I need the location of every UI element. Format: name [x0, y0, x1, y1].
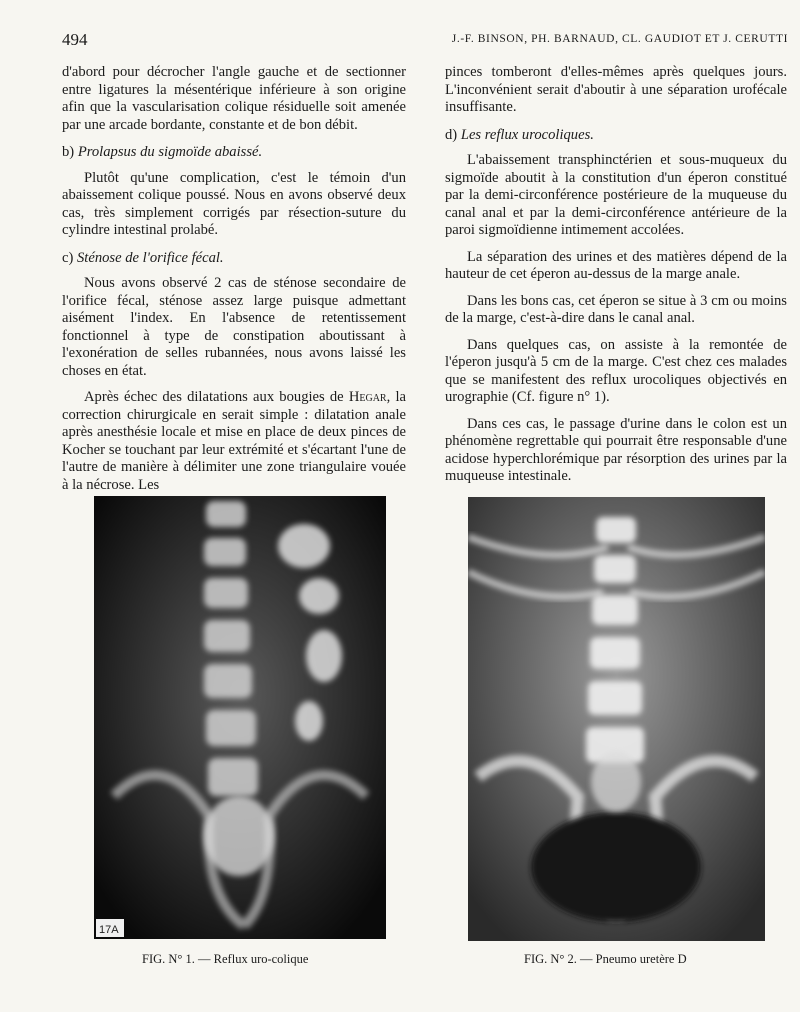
paragraph: Nous avons observé 2 cas de sténose secondaire de l'orifice fécal, sténose assez large puisque admettant aisément l'index. En l'absence de retentissement fonctionnel à type de constipation aboutissant à l'exonération de selles rubannées, nous avons laissé les choses en état. — [62, 275, 406, 379]
section-title: Prolapsus du sigmoïde abaissé. — [77, 144, 263, 160]
section-label: d) — [445, 126, 458, 143]
paragraph: La séparation des urines et des matières dépend de la hauteur de cet éperon au-dessus de la marge anale. — [445, 248, 787, 282]
paragraph: Dans ces cas, le passage d'urine dans le colon est un phénomène regrettable qui pourrait être responsable d'une acidose hyperchlorémique par résorption des urines par la muqueuse intestinale. — [445, 415, 787, 484]
figure-1-caption: FIG. N° 1. — Reflux uro-colique — [142, 952, 309, 966]
author-name: Hegar — [348, 389, 387, 405]
figure-corner-mark: 17A — [99, 924, 119, 936]
section-title: Les reflux urocoliques. — [460, 126, 594, 143]
section-title: Sténose de l'orifice fécal. — [77, 249, 224, 266]
right-column — [445, 64, 787, 495]
xray-image — [94, 496, 386, 939]
paragraph: Plutôt qu'une complication, c'est le témoin d'un abaissement colique poussé. Nous en avons observé deux cas, très simplement corrigés par résection-suture du cylindre intestinal prolabé. — [62, 169, 406, 238]
paragraph: L'abaissement transphinctérien et sous-muqueux du sigmoïde aboutit à la constitution d'un éperon constitué par la demi-circonférence postérieure de la muqueuse du canal anal et par la demi-circonférence antérieure de la paroi sigmoïdienne intimement accolées. — [445, 152, 787, 238]
figure-2-caption: FIG. N° 2. — Pneumo uretère D — [524, 952, 687, 966]
left-column — [62, 64, 406, 503]
paragraph: pinces tomberont d'elles-mêmes après quelques jours. L'inconvénient serait d'aboutir à une séparation urofécale insuffisante. — [445, 64, 787, 115]
section-heading-d — [445, 127, 787, 145]
section-heading-b — [62, 144, 406, 162]
section-heading-c — [62, 250, 406, 268]
paragraph: Dans quelques cas, on assiste à la remontée de l'éperon jusqu'à 5 cm de la marge. C'est chez ces malades que se manifestent des reflux urocoliques objectivés en urographie (Cf. figure n° 1). — [445, 336, 787, 405]
figure-1-radiograph — [94, 496, 386, 939]
xray-image — [468, 497, 765, 941]
paragraph: Dans les bons cas, cet éperon se situe à 3 cm ou moins de la marge, c'est-à-dire dans le canal anal. — [445, 292, 787, 326]
page-number: 494 — [62, 30, 88, 49]
running-head: J.-F. BINSON, PH. BARNAUD, CL. GAUDIOT ET J. CERUTTI — [451, 33, 788, 45]
section-label: c) — [62, 249, 74, 266]
paragraph — [62, 389, 406, 494]
section-label: b) — [62, 144, 75, 160]
paragraph-text: , la correction chirurgicale en serait simple : dilatation anale après anesthésie locale et mise en place de deux pinces de Kocher se touchant par leur extrémité et s'écartant l'une de l'autre de manière à délimiter une zone triangulaire vouée à la nécrose. Les — [62, 389, 406, 493]
paragraph: d'abord pour décrocher l'angle gauche et de sectionner entre ligatures la mésentérique inférieure à son origine afin que la vascularisation colique résiduelle soit amenée par une arcade bordante, constante et de bon débit. — [62, 64, 406, 133]
paragraph-text: Après échec des dilatations aux bougies de — [84, 389, 344, 405]
figure-2-radiograph — [468, 497, 765, 941]
